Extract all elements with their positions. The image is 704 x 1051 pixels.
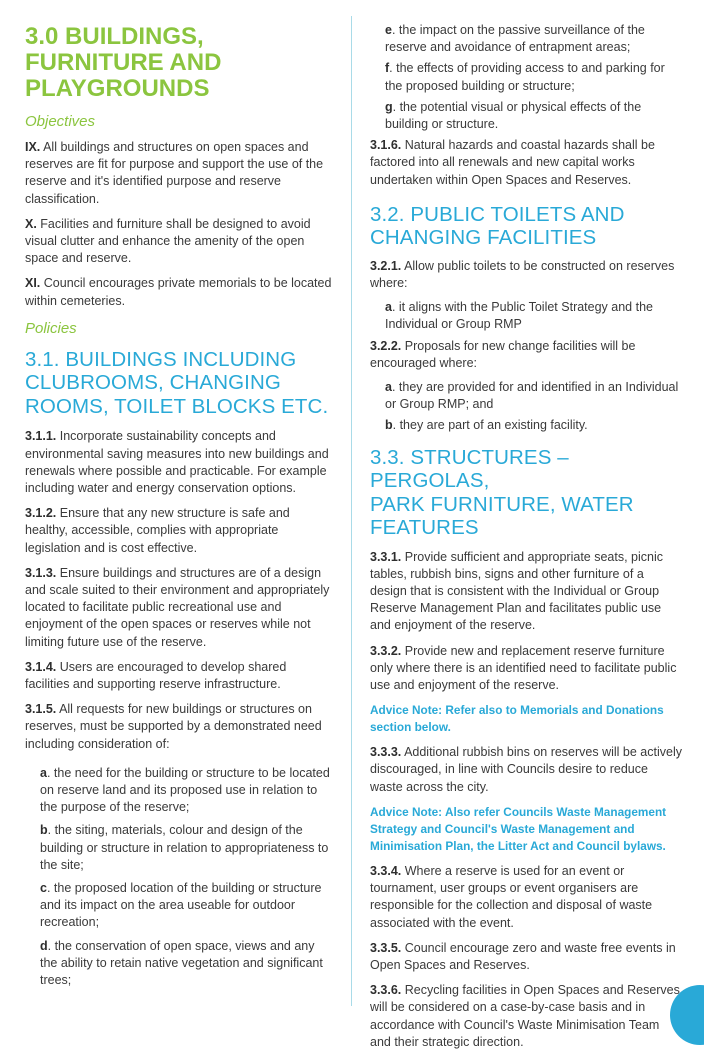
section-32-title [370, 203, 682, 250]
item-313: 3.1.3. Ensure buildings and structures are of a design and scale suited to their environment and appropriately located to facilitate public recreational use and enjoyment of the open spaces or reserves while not limiting future use of the reserve. [25, 565, 330, 649]
item-322: 3.2.2. Proposals for new change facilities will be encouraged where: [370, 338, 636, 370]
main-title-line: 3.0 BUILDINGS, [25, 23, 204, 50]
objective-x: X. Facilities and furniture shall be designed to avoid visual clutter and enhance the amenity of the open space and reserve. [25, 216, 311, 266]
right-column [370, 0, 682, 1051]
section-title-line: FEATURES [370, 516, 479, 540]
item-315b: b. the siting, materials, colour and design of the building or structure in relation to appropriateness to the site; [40, 823, 329, 872]
item-336: 3.3.6. Recycling facilities in Open Spaces and Reserves will be considered on a case-by-case basis and in accordance with Council's Waste Minimisation Team and their strategic direction. [370, 983, 680, 1049]
item-331: 3.3.1. Provide sufficient and appropriate seats, picnic tables, rubbish bins, signs and other furniture of a design that is consistent with the Individual or Group Reserve Management Plan and facilitates public use and enjoyment of the reserve. [370, 549, 664, 633]
section-title-line: PARK FURNITURE, WATER [370, 492, 634, 516]
item-315a: a. the need for the building or structure to be located on reserve land and its proposed use in relation to the purpose of the reserve; [40, 765, 330, 815]
section-title-line: 3.2. PUBLIC TOILETS AND [370, 202, 625, 226]
item-315d: d. the conservation of open space, views and any the ability to retain native vegetation and significant trees; [40, 938, 323, 988]
item-314: 3.1.4. Users are encouraged to develop shared facilities and supporting reserve infrastructure. [25, 659, 287, 691]
section-title-line: 3.3. STRUCTURES – PERGOLAS, [370, 445, 569, 493]
objective-xi: XI. Council encourages private memorials to be located within cemeteries. [25, 276, 332, 308]
item-322b: b. they are part of an existing facility. [385, 418, 588, 433]
section-title-line: CHANGING FACILITIES [370, 226, 597, 250]
item-312: 3.1.2. Ensure that any new structure is safe and healthy, accessible, complies with appropriate legislation and is cost effective. [25, 506, 290, 555]
objective-ix: IX. All buildings and structures on open spaces and reserves are fit for purpose and support the use of the reserve and it's identified purpose and reserve classification. [25, 140, 324, 206]
item-321a: a. it aligns with the Public Toilet Strategy and the Individual or Group RMP [385, 300, 653, 332]
item-335: 3.3.5. Council encourage zero and waste free events in Open Spaces and Reserves. [370, 940, 676, 972]
column-divider [351, 16, 352, 1006]
item-315: 3.1.5. All requests for new buildings or structures on reserves, must be supported by a demonstrated need including consideration of: [25, 702, 322, 751]
advice-note-waste: Advice Note: Also refer Councils Waste Management Strategy and Council's Waste Management and Minimisation Plan, the Litter Act and Council bylaws. [370, 804, 667, 853]
objectives-heading: Objectives [25, 113, 96, 130]
item-315f: f. the effects of providing access to and parking for the proposed building or structure; [385, 61, 665, 93]
item-316: 3.1.6. Natural hazards and coastal hazards shall be factored into all renewals and new capital works undertaken within Open Spaces and Reserves. [370, 138, 655, 187]
policies-heading: Policies [25, 319, 77, 337]
item-332: 3.3.2. Provide new and replacement reserve furniture only where there is an identified need to facilitate public use and enjoyment of the reserve. [370, 643, 677, 693]
item-321: 3.2.1. Allow public toilets to be constructed on reserves where: [370, 258, 675, 291]
section-title-line: CLUBROOMS, CHANGING [25, 371, 281, 395]
main-title [25, 24, 333, 102]
item-333: 3.3.3. Additional rubbish bins on reserves will be actively discouraged, in line with Councils desire to reduce waste across the city. [370, 745, 682, 794]
item-322a: a. they are provided for and identified in an Individual or Group RMP; and [385, 380, 679, 412]
main-title-line: PLAYGROUNDS [25, 75, 210, 102]
section-31-title [25, 348, 333, 419]
item-334: 3.3.4. Where a reserve is used for an event or tournament, user groups or event organisers are responsible for the collection and disposal of waste associated with the event. [370, 863, 653, 930]
section-title-line: 3.1. BUILDINGS INCLUDING [25, 347, 297, 371]
left-column [25, 0, 333, 989]
item-311: 3.1.1. Incorporate sustainability concepts and environmental saving measures into new buildings and renewals where possible and practicable. For example including water and energy conservation options. [25, 429, 329, 495]
section-33-title [370, 446, 682, 540]
advice-note-memorials: Advice Note: Refer also to Memorials and Donations section below. [370, 703, 664, 735]
main-title-line: FURNITURE AND [25, 49, 222, 76]
item-315c: c. the proposed location of the building or structure and its impact on the area useable for outdoor recreation; [40, 881, 322, 930]
section-title-line: ROOMS, TOILET BLOCKS ETC. [25, 394, 329, 418]
item-315g: g. the potential visual or physical effects of the building or structure. [385, 99, 642, 132]
item-315e: e. the impact on the passive surveillance of the reserve and avoidance of entrapment areas; [385, 23, 645, 55]
